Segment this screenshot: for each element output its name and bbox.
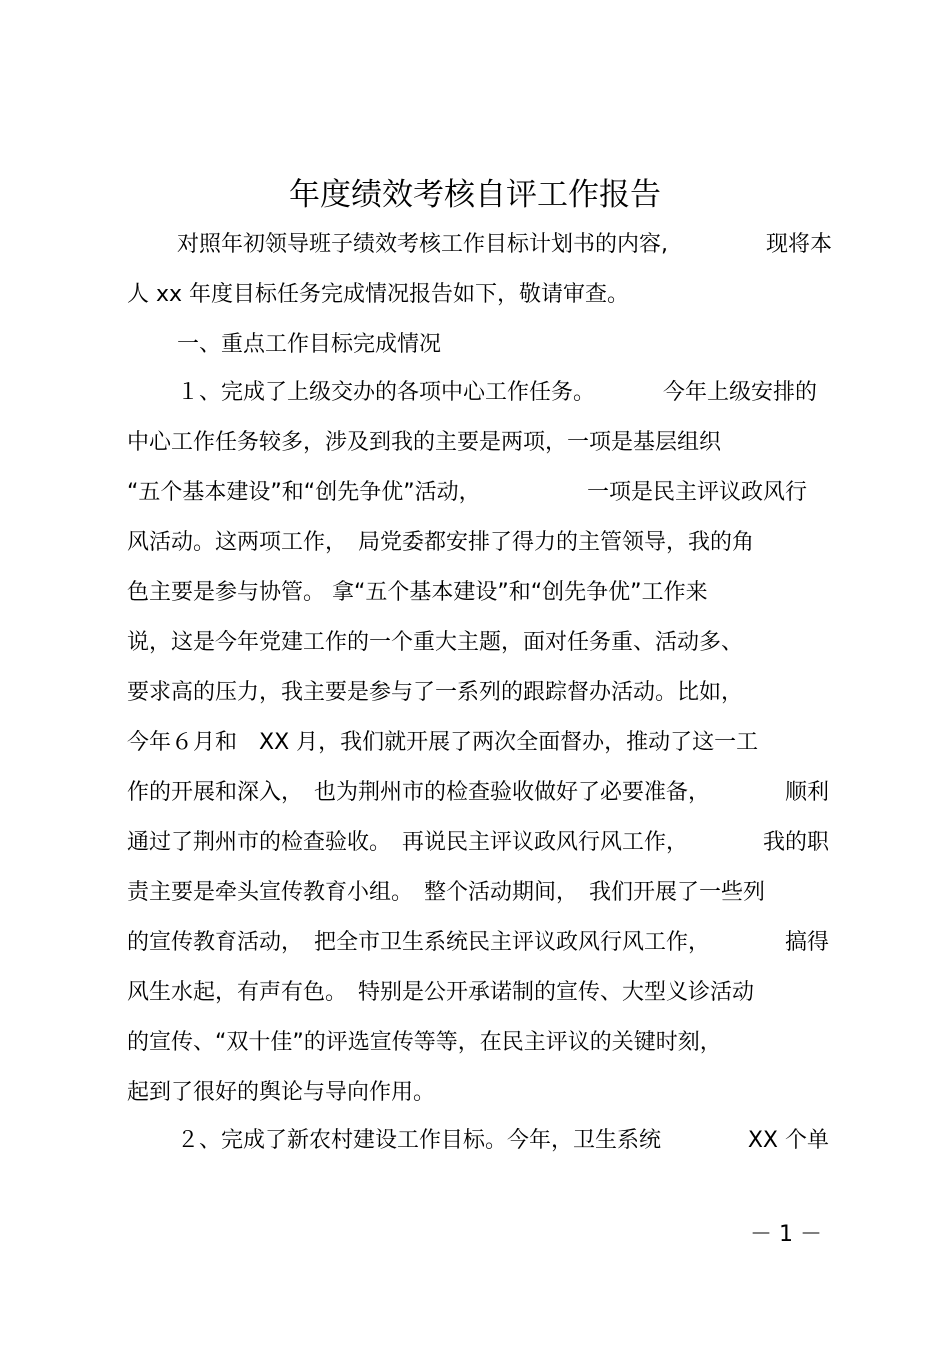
line-text: 起到了很好的舆论与导向作用。 — [127, 1080, 436, 1105]
paragraph-line-16 — [127, 978, 832, 1008]
paragraph-line-12 — [127, 778, 829, 808]
line-text: ２、完成了新农村建设工作目标。今年，卫生系统 — [177, 1128, 662, 1153]
paragraph-line-8 — [127, 578, 832, 608]
line-text: １、完成了上级交办的各项中心工作任务。 — [177, 380, 596, 405]
line-text: 的宣传、“双十佳”的评选宣传等等，在民主评议的关键时刻， — [127, 1030, 722, 1055]
line-text-right: 现将本 — [765, 232, 832, 257]
page-number: － 1 － — [750, 1222, 822, 1247]
line-text: 今年６月和 XX 月，我们就开展了两次全面督办，推动了这一工 — [127, 730, 759, 755]
line-text: 风生水起，有声有色。 特别是公开承诺制的宣传、大型义诊活动 — [127, 980, 755, 1005]
line-text-right: 一项是民主评议政风行 — [586, 480, 807, 505]
paragraph-line-9 — [127, 628, 832, 658]
paragraph-line-4 — [127, 378, 817, 408]
line-text: 一、重点工作目标完成情况 — [177, 332, 442, 357]
line-text: 责主要是牵头宣传教育小组。 整个活动期间， 我们开展了一些列 — [127, 880, 766, 905]
paragraph-line-7 — [127, 528, 832, 558]
line-text-right: XX 个单 — [747, 1128, 829, 1153]
paragraph-line-14 — [127, 878, 832, 908]
line-text: 风活动。这两项工作， 局党委都安排了得力的主管领导，我的角 — [127, 530, 755, 555]
line-text: 人 xx 年度目标任务完成情况报告如下，敬请审查。 — [127, 282, 630, 307]
line-text-right: 今年上级安排的 — [662, 380, 817, 405]
paragraph-line-18 — [127, 1078, 832, 1108]
line-text-right: 我的职 — [762, 830, 829, 855]
line-text: 通过了荆州市的检查验收。 再说民主评议政风行风工作， — [127, 830, 689, 855]
paragraph-line-17 — [127, 1028, 832, 1058]
paragraph-line-11 — [127, 728, 832, 758]
document-title: 年度绩效考核自评工作报告 — [289, 177, 661, 213]
paragraph-line-13 — [127, 828, 829, 858]
line-text-right: 顺利 — [784, 780, 829, 805]
paragraph-line-2 — [127, 280, 832, 310]
line-text: 色主要是参与协管。 拿“五个基本建设”和“创先争优”工作来 — [127, 580, 708, 605]
paragraph-line-5 — [127, 428, 832, 458]
paragraph-line-19 — [127, 1126, 829, 1156]
line-text: “五个基本建设”和“创先争优”活动， — [127, 480, 481, 505]
section-heading — [127, 330, 832, 360]
line-text: 的宣传教育活动， 把全市卫生系统民主评议政风行风工作， — [127, 930, 711, 955]
paragraph-line-1 — [127, 230, 832, 260]
line-text-right: 搞得 — [784, 930, 829, 955]
line-text: 中心工作任务较多，涉及到我的主要是两项，一项是基层组织 — [127, 430, 722, 455]
paragraph-line-15 — [127, 928, 829, 958]
line-text: 对照年初领导班子绩效考核工作目标计划书的内容, — [177, 232, 668, 257]
line-text: 要求高的压力，我主要是参与了一系列的跟踪督办活动。比如， — [127, 680, 744, 705]
paragraph-line-6 — [127, 478, 807, 508]
paragraph-line-10 — [127, 678, 832, 708]
line-text: 说，这是今年党建工作的一个重大主题，面对任务重、活动多、 — [127, 630, 744, 655]
line-text: 作的开展和深入， 也为荆州市的检查验收做好了必要准备， — [127, 780, 711, 805]
